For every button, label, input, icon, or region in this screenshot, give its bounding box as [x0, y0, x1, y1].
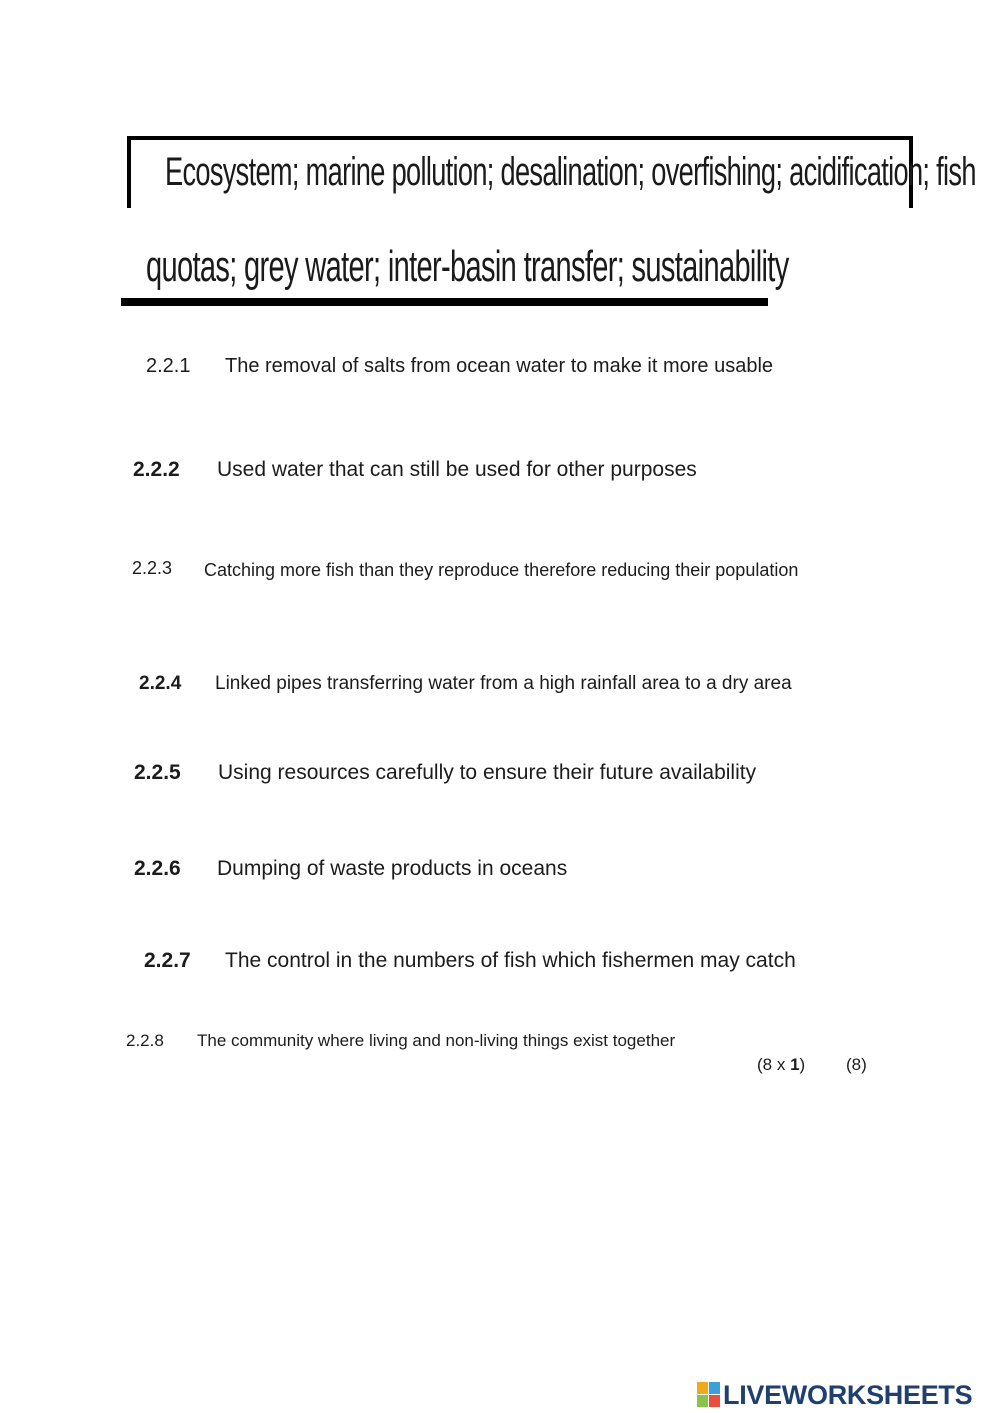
question-number: 2.2.6 [134, 857, 181, 880]
question-text: The removal of salts from ocean water to make it more usable [225, 355, 774, 377]
mark-allocation-close: ) [799, 1055, 806, 1074]
liveworksheets-logo-icon [697, 1382, 721, 1408]
question-2-2-3 [132, 558, 850, 582]
mark-total: (8) [846, 1055, 867, 1074]
question-2-2-4 [139, 673, 792, 695]
question-number: 2.2.1 [146, 355, 191, 377]
question-2-2-6 [134, 857, 567, 881]
word-bank-line-2: quotas; grey water; inter-basin transfer; sustainability [146, 242, 789, 291]
question-2-2-2 [133, 458, 697, 482]
question-number: 2.2.5 [134, 761, 181, 784]
question-2-2-1 [146, 355, 773, 378]
question-text: Used water that can still be used for other purposes [217, 458, 697, 481]
question-2-2-8 [126, 1031, 675, 1051]
question-text: Linked pipes transferring water from a high rainfall area to a dry area [215, 673, 792, 694]
question-number: 2.2.8 [126, 1031, 164, 1050]
liveworksheets-brand [697, 1378, 972, 1412]
question-2-2-7 [144, 949, 796, 973]
question-text: Catching more fish than they reproduce therefore reducing their population [204, 560, 799, 580]
question-text: Using resources carefully to ensure their future availability [218, 761, 757, 784]
question-number: 2.2.2 [133, 458, 180, 481]
word-bank-underline [121, 298, 768, 306]
question-text: Dumping of waste products in oceans [217, 857, 568, 880]
word-bank-line-1: Ecosystem; marine pollution; desalination; overfishing; acidification; fish [165, 150, 976, 194]
mark-allocation [757, 1055, 805, 1075]
question-number: 2.2.3 [132, 558, 173, 578]
liveworksheets-wordmark: LIVEWORKSHEETS [723, 1379, 973, 1410]
mark-allocation-value: 1 [790, 1055, 800, 1074]
question-text: The control in the numbers of fish which fishermen may catch [225, 949, 796, 972]
question-2-2-5 [134, 761, 756, 785]
mark-allocation-open: (8 x [757, 1055, 791, 1074]
question-text: The community where living and non-living things exist together [197, 1031, 676, 1050]
question-number: 2.2.7 [144, 949, 191, 972]
question-number: 2.2.4 [139, 673, 182, 694]
